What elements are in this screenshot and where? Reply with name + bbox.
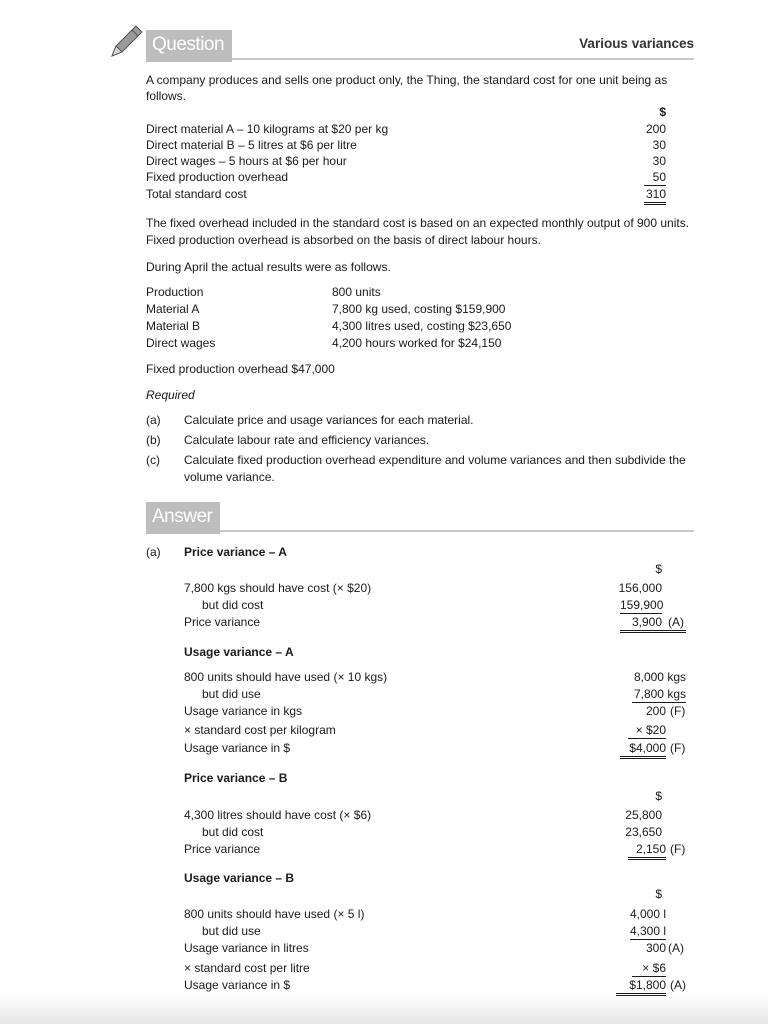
- overhead-note-2: Fixed production overhead is absorbed on the basis of direct labour hours.: [146, 233, 541, 247]
- requirement-letter: (a): [146, 413, 161, 427]
- usage-b-row-label: × standard cost per litre: [184, 961, 310, 975]
- usage-a-row-label: × standard cost per kilogram: [184, 723, 336, 737]
- price-b-currency: $: [655, 789, 662, 803]
- usage-b-row-label: but did use: [202, 924, 261, 938]
- requirement-text: Calculate price and usage variances for each material.: [184, 413, 474, 427]
- price-b-row-label: Price variance: [184, 842, 261, 856]
- cost-row-value: 30: [652, 138, 666, 152]
- requirement-text-continued: volume variance.: [184, 470, 275, 484]
- requirement-text: Calculate labour rate and efficiency variances.: [184, 433, 430, 447]
- usage-a-row-label: Usage variance in kgs: [184, 704, 303, 718]
- usage-b-row-value: × $6: [632, 961, 666, 977]
- usage-a-row-value: 8,000 kgs: [633, 670, 686, 684]
- usage-b-heading: Usage variance – B: [184, 871, 295, 885]
- header-rule: [146, 530, 694, 532]
- price-b-row-value: 2,150: [628, 842, 666, 860]
- cost-total-value: 310: [645, 187, 666, 201]
- usage-a-row-value: 200: [645, 704, 666, 718]
- usage-a-heading: Usage variance – A: [184, 645, 294, 659]
- cost-row-value: 30: [652, 154, 666, 168]
- usage-b-row-value: 4,300 l: [630, 924, 667, 938]
- variance-tag: (A): [668, 615, 684, 629]
- actual-label: Direct wages: [146, 336, 216, 350]
- usage-a-row-label: Usage variance in $: [184, 741, 291, 755]
- cost-currency-header: $: [659, 105, 666, 119]
- cost-total-label: Total standard cost: [146, 187, 247, 201]
- fixed-overhead-actual: Fixed production overhead $47,000: [146, 362, 335, 376]
- question-topic: Various variances: [579, 36, 694, 51]
- usage-b-currency: $: [655, 887, 662, 901]
- price-b-row-label: but did cost: [202, 825, 264, 839]
- variance-tag: (F): [670, 842, 686, 856]
- usage-a-row-value: × $20: [628, 723, 666, 739]
- variance-tag: (F): [670, 741, 686, 755]
- intro-line-1: A company produces and sells one product only, the Thing, the standard cost for one unit being as: [146, 73, 668, 87]
- subtotal-rule: [644, 185, 666, 186]
- requirement-letter: (c): [146, 453, 160, 467]
- intro-line-2: follows.: [146, 89, 187, 103]
- requirement-text: Calculate fixed production overhead expenditure and volume variances and then subdivide the: [184, 453, 686, 467]
- usage-b-row-label: 800 units should have used (× 5 l): [184, 907, 365, 921]
- price-a-row-label: Price variance: [184, 615, 261, 629]
- variance-tag: (A): [670, 978, 686, 992]
- price-a-row-label: 7,800 kgs should have cost (× $20): [184, 581, 372, 595]
- usage-a-row-value: $4,000: [620, 741, 666, 759]
- price-b-heading: Price variance – B: [184, 771, 288, 785]
- requirement-letter: (b): [146, 433, 161, 447]
- actual-label: Material B: [146, 319, 201, 333]
- cost-row-label: Fixed production overhead: [146, 170, 289, 184]
- variance-tag: (F): [670, 704, 686, 718]
- usage-b-row-value: 4,000 l: [629, 907, 666, 921]
- usage-b-row-value: 300: [645, 941, 666, 955]
- cost-row-label: Direct material B – 5 litres at $6 per litre: [146, 138, 357, 152]
- answer-tab-label: Answer: [146, 502, 220, 534]
- cost-row-value: 50: [652, 170, 666, 184]
- answer-part-letter: (a): [146, 545, 161, 559]
- total-double-rule: [644, 202, 666, 205]
- price-a-row-value: 159,900: [620, 598, 664, 612]
- actual-label: Production: [146, 285, 204, 299]
- price-b-row-value: 23,650: [625, 825, 662, 839]
- overhead-note-1: The fixed overhead included in the standard cost is based on an expected monthly output of 900 units.: [146, 216, 690, 230]
- actual-results-intro: During April the actual results were as follows.: [146, 260, 391, 274]
- usage-b-row-label: Usage variance in $: [184, 978, 291, 992]
- cost-row-label: Direct wages – 5 hours at $6 per hour: [146, 154, 347, 168]
- actual-value: 4,200 hours worked for $24,150: [332, 336, 502, 350]
- pencil-icon: [106, 22, 146, 62]
- actual-value: 7,800 kg used, costing $159,900: [332, 302, 506, 316]
- usage-a-row-value: 7,800 kgs: [633, 687, 686, 701]
- cost-row-label: Direct material A – 10 kilograms at $20 per kg: [146, 122, 389, 136]
- price-a-heading: Price variance – A: [184, 545, 287, 559]
- required-label: Required: [146, 388, 195, 402]
- actual-value: 800 units: [332, 285, 381, 299]
- price-b-row-label: 4,300 litres should have cost (× $6): [184, 808, 372, 822]
- actual-value: 4,300 litres used, costing $23,650: [332, 319, 512, 333]
- cost-row-value: 200: [645, 122, 666, 136]
- answer-header: [146, 502, 694, 534]
- price-a-row-label: but did cost: [202, 598, 264, 612]
- usage-b-row-value: $1,800: [616, 978, 666, 996]
- price-a-currency: $: [655, 562, 662, 576]
- price-a-row-value: 3,900: [620, 615, 686, 633]
- question-tab-label: Question: [146, 30, 232, 62]
- price-b-row-value: 25,800: [625, 808, 662, 822]
- price-a-row-value: 156,000: [618, 581, 662, 595]
- page-bottom-shadow: [0, 994, 768, 1024]
- actual-label: Material A: [146, 302, 200, 316]
- usage-b-row-label: Usage variance in litres: [184, 941, 309, 955]
- usage-a-row-label: 800 units should have used (× 10 kgs): [184, 670, 388, 684]
- usage-a-row-label: but did use: [202, 687, 261, 701]
- variance-tag: (A): [668, 941, 684, 955]
- question-header: [146, 30, 694, 62]
